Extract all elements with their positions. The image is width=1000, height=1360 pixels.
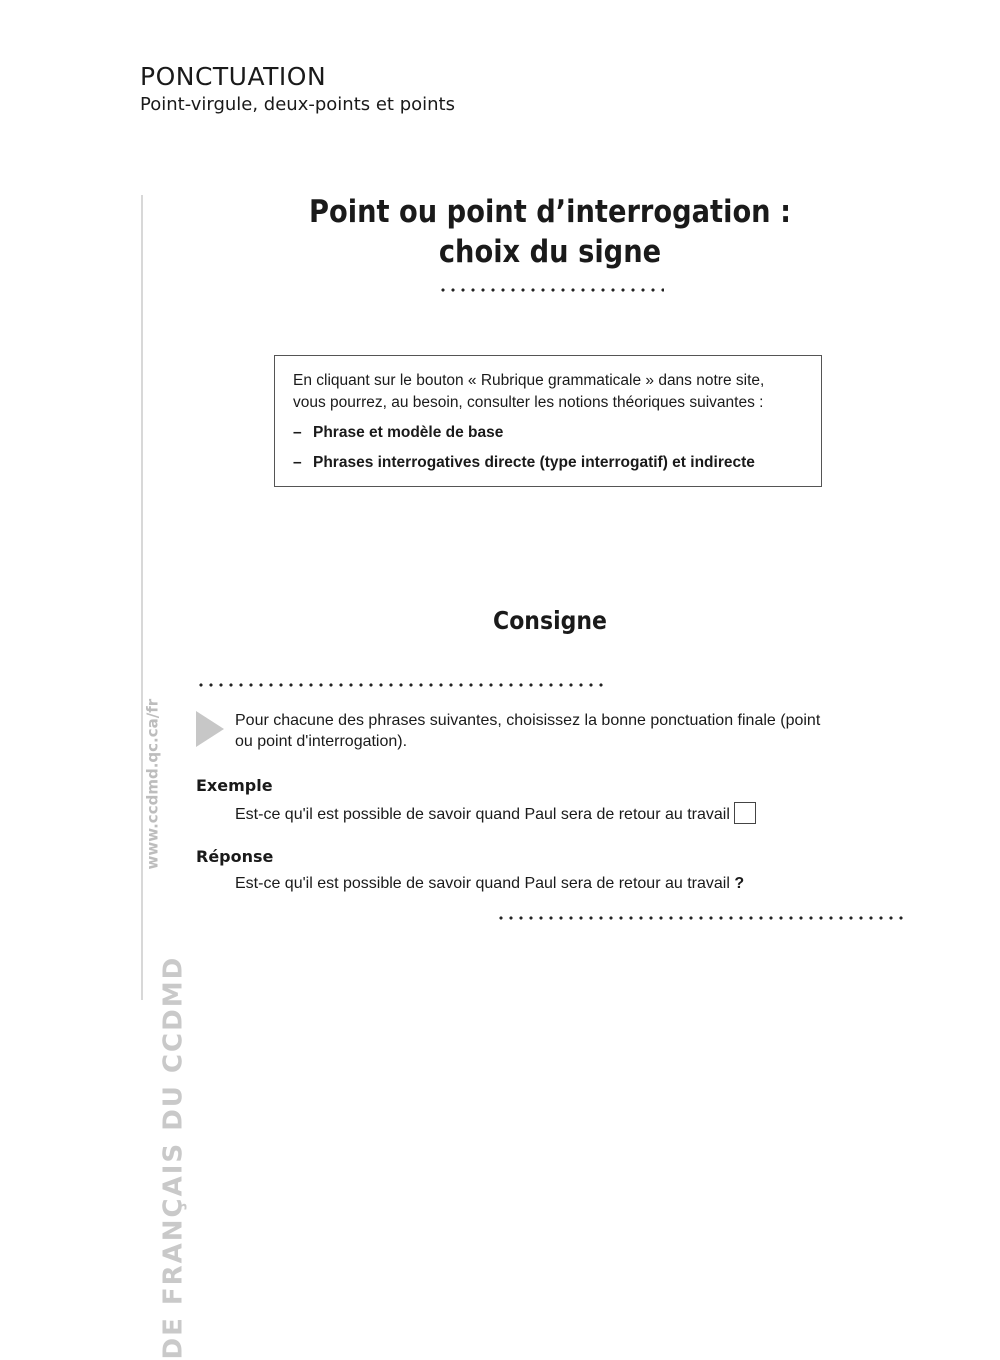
reponse-sentence: Est-ce qu'il est possible de savoir quand Paul sera de retour au travail — [235, 875, 730, 892]
title-dotted-rule — [438, 287, 664, 293]
sidebar-url: www.ccdmd.qc.ca/fr — [143, 698, 162, 870]
sidebar-vertical-text — [143, 430, 189, 1360]
page-title-line2: choix du signe — [438, 234, 662, 270]
reponse-sentence-row — [235, 875, 744, 893]
section-subtitle: Point-virgule, deux-points et points — [140, 94, 455, 115]
info-intro-line1: En cliquant sur le bouton « Rubrique grammaticale » dans notre site, — [293, 372, 765, 389]
info-item — [293, 422, 803, 444]
info-item-dash: – — [293, 454, 302, 471]
sidebar-brand: DE FRANÇAIS DU CCDMD — [158, 955, 189, 1360]
info-intro-line2: vous pourrez, au besoin, consulter les notions théoriques suivantes : — [293, 394, 764, 411]
answer-checkbox[interactable] — [734, 802, 756, 824]
info-item-dash: – — [293, 424, 302, 441]
exemple-sentence-row — [235, 802, 756, 824]
info-box — [274, 355, 822, 487]
page-title — [242, 192, 858, 272]
exemple-label: Exemple — [196, 776, 273, 795]
instruction-line2: ou point d'interrogation). — [235, 733, 408, 750]
instruction-text — [235, 710, 925, 752]
section-title: PONCTUATION — [140, 62, 327, 91]
reponse-label: Réponse — [196, 847, 274, 866]
page-title-line1: Point ou point d’interrogation : — [308, 194, 792, 230]
info-item — [293, 452, 803, 474]
info-item-text: Phrases interrogatives directe (type interrogatif) et indirecte — [313, 454, 755, 471]
consigne-dotted-rule — [196, 682, 608, 688]
instruction-line1: Pour chacune des phrases suivantes, choisissez la bonne ponctuation finale (point — [235, 712, 821, 729]
exemple-sentence: Est-ce qu'il est possible de savoir quand Paul sera de retour au travail — [235, 806, 730, 823]
info-item-text: Phrase et modèle de base — [313, 424, 504, 441]
consigne-heading: Consigne — [493, 606, 607, 635]
bottom-dotted-rule — [496, 915, 904, 921]
play-arrow-icon — [196, 711, 224, 747]
reponse-mark: ? — [734, 875, 745, 892]
